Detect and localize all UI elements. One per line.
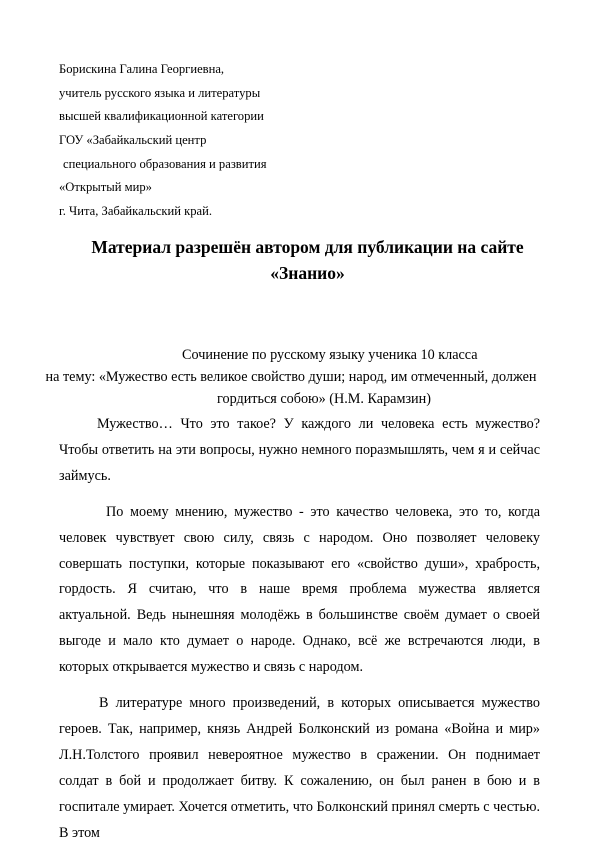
author-qualification: высшей квалификационной категории [59, 109, 264, 124]
essay-body [59, 412, 540, 847]
essay-paragraph: По моему мнению, мужество - это качество человека, это то, когда человек чувствует свою силу, связь с народом. Оно позволяет человеку совершать поступки, которые показывают его «свойство души», храбрость, гордость. Я считаю, что в наше время проблема мужества является актуальной. Ведь нынешняя молодёжь в большинстве своём думает о своей выгоде и мало кто думает о народе. Однако, всё же встречаются люди, в которых открывается мужество и связь с народом. [59, 503, 540, 676]
essay-title [40, 344, 550, 410]
permission-line-2: «Знанио» [270, 263, 345, 283]
essay-title-line-1: Сочинение по русскому языку ученика 10 класса [182, 347, 478, 363]
essay-title-line-3: гордиться собою» (Н.М. Карамзин) [217, 391, 431, 407]
author-position: учитель русского языка и литературы [59, 85, 261, 100]
permission-line-1: Материал разрешён автором для публикации на сайте [91, 237, 524, 257]
essay-paragraph: Мужество… Что это такое? У каждого ли человека есть мужество? Чтобы ответить на эти вопросы, нужно немного поразмышлять, чем я и сейчас займусь. [59, 416, 540, 484]
author-organization-name: «Открытый мир» [59, 180, 152, 195]
author-organization-cont: специального образования и развития [63, 156, 267, 171]
author-organization: ГОУ «Забайкальский центр [59, 133, 207, 148]
author-info [59, 58, 359, 224]
author-name: Борискина Галина Георгиевна, [59, 62, 225, 76]
essay-title-line-2: на тему: «Мужество есть великое свойство души; народ, им отмеченный, должен [45, 369, 537, 385]
publication-permission [40, 234, 575, 286]
author-city: г. Чита, Забайкальский край. [59, 204, 213, 219]
essay-paragraph: В литературе много произведений, в которых описывается мужество героев. Так, например, князь Андрей Болконский из романа «Война и мир» Л.Н.Толстого проявил невероятное мужество в сражении. Он поднимает солдат в бой и продолжает битву. К сожалению, он был ранен в бою и в госпитале умирает. Хочется отметить, что Болконский принял смерть с честью. В этом [59, 695, 540, 841]
